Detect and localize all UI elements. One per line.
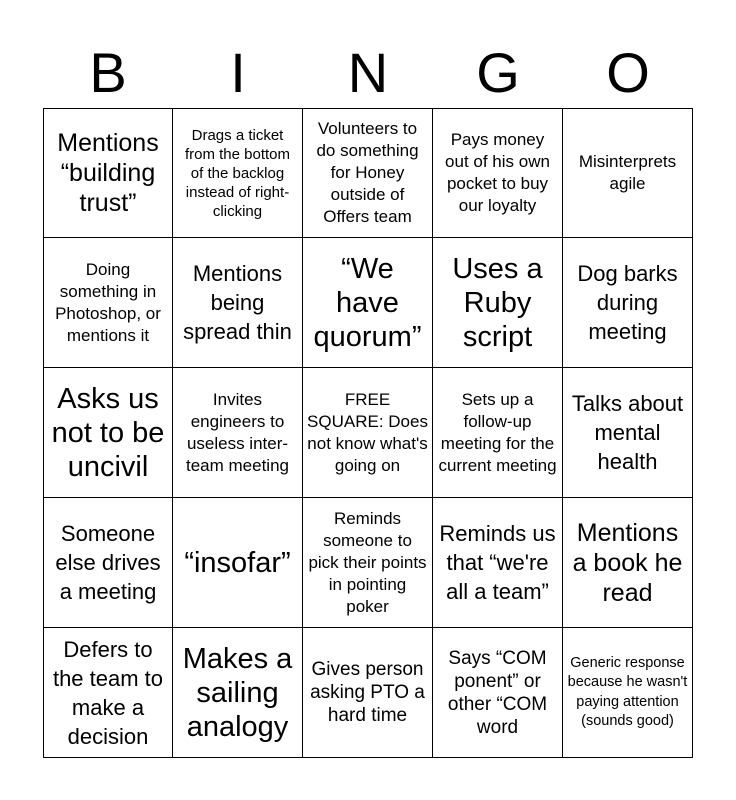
bingo-header [43,38,693,108]
cell-text: Mentions being spread thin [183,261,292,344]
bingo-cell[interactable] [563,368,693,498]
bingo-cell[interactable] [173,238,303,368]
bingo-cell[interactable] [563,108,693,238]
cell-text: “We have quorum” [313,252,422,353]
bingo-cell[interactable] [563,498,693,628]
bingo-cell[interactable] [173,498,303,628]
bingo-board [43,108,693,758]
cell-text: Dog barks during meeting [577,261,678,344]
cell-text: Reminds us that “we're all a team” [439,521,556,604]
bingo-cell[interactable] [43,498,173,628]
cell-text: Uses a Ruby script [452,252,543,353]
cell-text: Defers to the team to make a decision [52,636,164,749]
cell-text: Pays money out of his own pocket to buy our loyalty [445,130,550,215]
cell-text: Volunteers to do something for Honey outside of Offers team [316,119,419,226]
header-letter-i: I [230,41,246,104]
cell-text: Drags a ticket from the bottom of the backlog instead of right-clicking [184,126,291,220]
bingo-cell[interactable] [303,108,433,238]
bingo-cell[interactable] [303,628,433,758]
bingo-cell[interactable] [563,238,693,368]
bingo-cell[interactable] [433,628,563,758]
cell-text: Doing something in Photoshop, or mentions it [55,259,161,345]
bingo-cell[interactable] [173,108,303,238]
cell-text: FREE SQUARE: Does not know what's going on [307,389,428,475]
header-letter-b: B [89,41,127,104]
bingo-cell[interactable] [173,368,303,498]
bingo-cell[interactable] [433,108,563,238]
header-letter-g: G [476,41,520,104]
bingo-cell[interactable] [43,108,173,238]
header-letter-o: O [606,41,650,104]
cell-text: Mentions a book he read [572,518,683,607]
cell-text: Talks about mental health [571,391,684,474]
cell-text: Makes a sailing analogy [182,642,293,743]
bingo-cell[interactable] [43,628,173,758]
bingo-cell[interactable] [433,498,563,628]
cell-text: Says “COM ponent” or other “COM word [447,647,548,738]
cell-text: Invites engineers to useless inter-team meeting [186,389,289,475]
cell-text: Generic response because he wasn't paying attention (sounds good) [567,654,688,729]
bingo-cell[interactable] [303,498,433,628]
bingo-cell[interactable] [433,238,563,368]
header-letter-n: N [347,41,389,104]
bingo-cell[interactable] [303,368,433,498]
cell-text: Someone else drives a meeting [55,521,161,604]
cell-text: “insofar” [184,546,291,579]
cell-text: Misinterprets agile [578,152,677,193]
cell-text: Mentions “building trust” [57,129,159,217]
cell-text: Reminds someone to pick their points in pointing poker [308,508,427,616]
cell-text: Gives person asking PTO a hard time [310,659,425,726]
bingo-cell[interactable] [173,628,303,758]
bingo-cell[interactable] [43,238,173,368]
cell-text: Asks us not to be uncivil [51,382,165,483]
bingo-cell[interactable] [563,628,693,758]
bingo-cell[interactable] [433,368,563,498]
bingo-cell[interactable] [43,368,173,498]
bingo-cell[interactable] [303,238,433,368]
cell-text: Sets up a follow-up meeting for the current meeting [438,389,557,475]
